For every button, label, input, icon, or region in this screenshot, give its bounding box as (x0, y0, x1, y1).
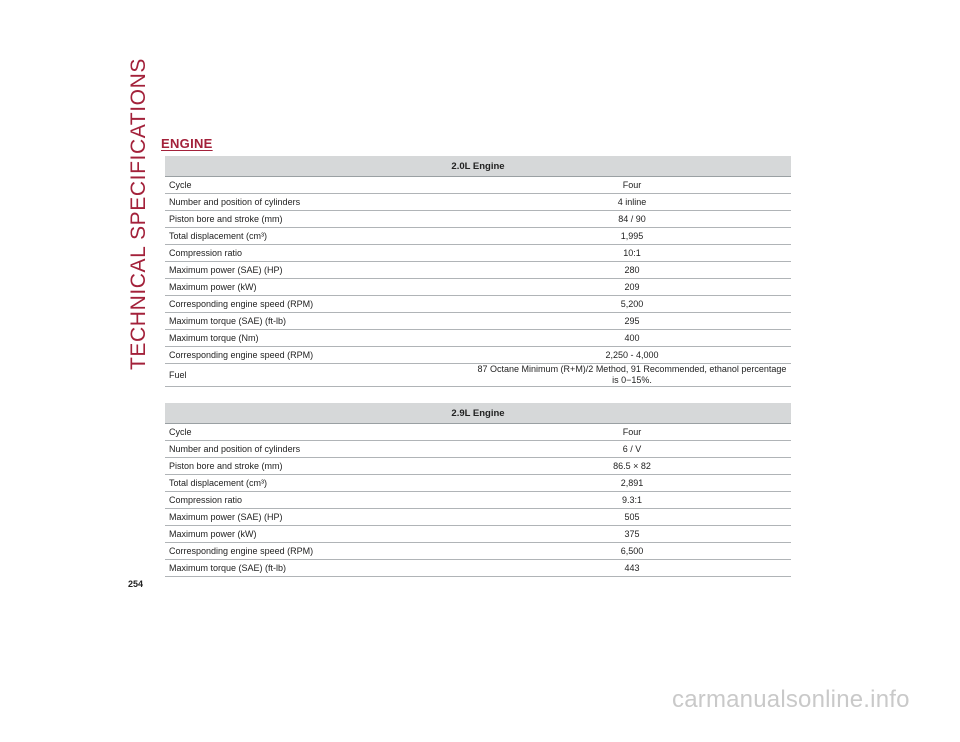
spec-value: 209 (473, 279, 791, 296)
table-row (165, 475, 791, 492)
spec-label: Piston bore and stroke (mm) (165, 458, 473, 475)
section-title: ENGINE (161, 136, 213, 151)
spec-label: Fuel (165, 364, 473, 387)
spec-value: 280 (473, 262, 791, 279)
table-row (165, 330, 791, 347)
spec-label: Maximum power (SAE) (HP) (165, 262, 473, 279)
spec-label: Maximum torque (SAE) (ft-lb) (165, 313, 473, 330)
table-row (165, 543, 791, 560)
side-title-text: TECHNICAL SPECIFICATIONS (127, 58, 150, 370)
spec-label: Maximum power (kW) (165, 526, 473, 543)
spec-label: Total displacement (cm³) (165, 475, 473, 492)
spec-value: 84 / 90 (473, 211, 791, 228)
table-row (165, 347, 791, 364)
engine-spec-table-2-0 (165, 156, 791, 387)
engine-spec-table-2-9 (165, 403, 791, 577)
table-row (165, 492, 791, 509)
spec-value: 400 (473, 330, 791, 347)
spec-value: 1,995 (473, 228, 791, 245)
spec-value: Four (473, 424, 791, 441)
spec-label: Corresponding engine speed (RPM) (165, 296, 473, 313)
table-row (165, 262, 791, 279)
spec-value: 5,200 (473, 296, 791, 313)
spec-label: Compression ratio (165, 492, 473, 509)
spec-label: Number and position of cylinders (165, 441, 473, 458)
table-row (165, 228, 791, 245)
spec-label: Compression ratio (165, 245, 473, 262)
spec-label: Maximum torque (SAE) (ft-lb) (165, 560, 473, 577)
spec-value: 10:1 (473, 245, 791, 262)
table-row (165, 424, 791, 441)
table-row (165, 245, 791, 262)
watermark: carmanualsonline.info (672, 686, 910, 713)
table-row (165, 526, 791, 543)
spec-value: 375 (473, 526, 791, 543)
spec-value: 9.3:1 (473, 492, 791, 509)
table-row (165, 194, 791, 211)
spec-label: Cycle (165, 424, 473, 441)
spec-label: Piston bore and stroke (mm) (165, 211, 473, 228)
spec-value: 443 (473, 560, 791, 577)
spec-value: 505 (473, 509, 791, 526)
spec-label: Cycle (165, 177, 473, 194)
table-row (165, 560, 791, 577)
spec-value: Four (473, 177, 791, 194)
table-header-row (165, 156, 791, 177)
table-row (165, 211, 791, 228)
spec-label: Number and position of cylinders (165, 194, 473, 211)
table-row (165, 296, 791, 313)
spec-label: Maximum power (kW) (165, 279, 473, 296)
table-body (165, 424, 791, 577)
spec-value: 6 / V (473, 441, 791, 458)
spec-value: 6,500 (473, 543, 791, 560)
spec-value: 2,250 - 4,000 (473, 347, 791, 364)
table-row (165, 177, 791, 194)
spec-value: 4 inline (473, 194, 791, 211)
table-header-row (165, 403, 791, 424)
spec-value: 87 Octane Minimum (R+M)/2 Method, 91 Recommended, ethanol percentage is 0−15%. (473, 364, 791, 387)
spec-label: Maximum power (SAE) (HP) (165, 509, 473, 526)
table-row (165, 441, 791, 458)
table-row (165, 279, 791, 296)
spec-value: 2,891 (473, 475, 791, 492)
spec-label: Corresponding engine speed (RPM) (165, 543, 473, 560)
table-row (165, 458, 791, 475)
table-row (165, 364, 791, 387)
table-body (165, 177, 791, 387)
spec-value: 295 (473, 313, 791, 330)
table-row (165, 313, 791, 330)
table-row (165, 509, 791, 526)
page-number: 254 (128, 579, 144, 589)
spec-value: 86.5 × 82 (473, 458, 791, 475)
table-header: 2.0L Engine (165, 156, 791, 177)
table-header: 2.9L Engine (165, 403, 791, 424)
spec-label: Maximum torque (Nm) (165, 330, 473, 347)
spec-label: Total displacement (cm³) (165, 228, 473, 245)
spec-label: Corresponding engine speed (RPM) (165, 347, 473, 364)
